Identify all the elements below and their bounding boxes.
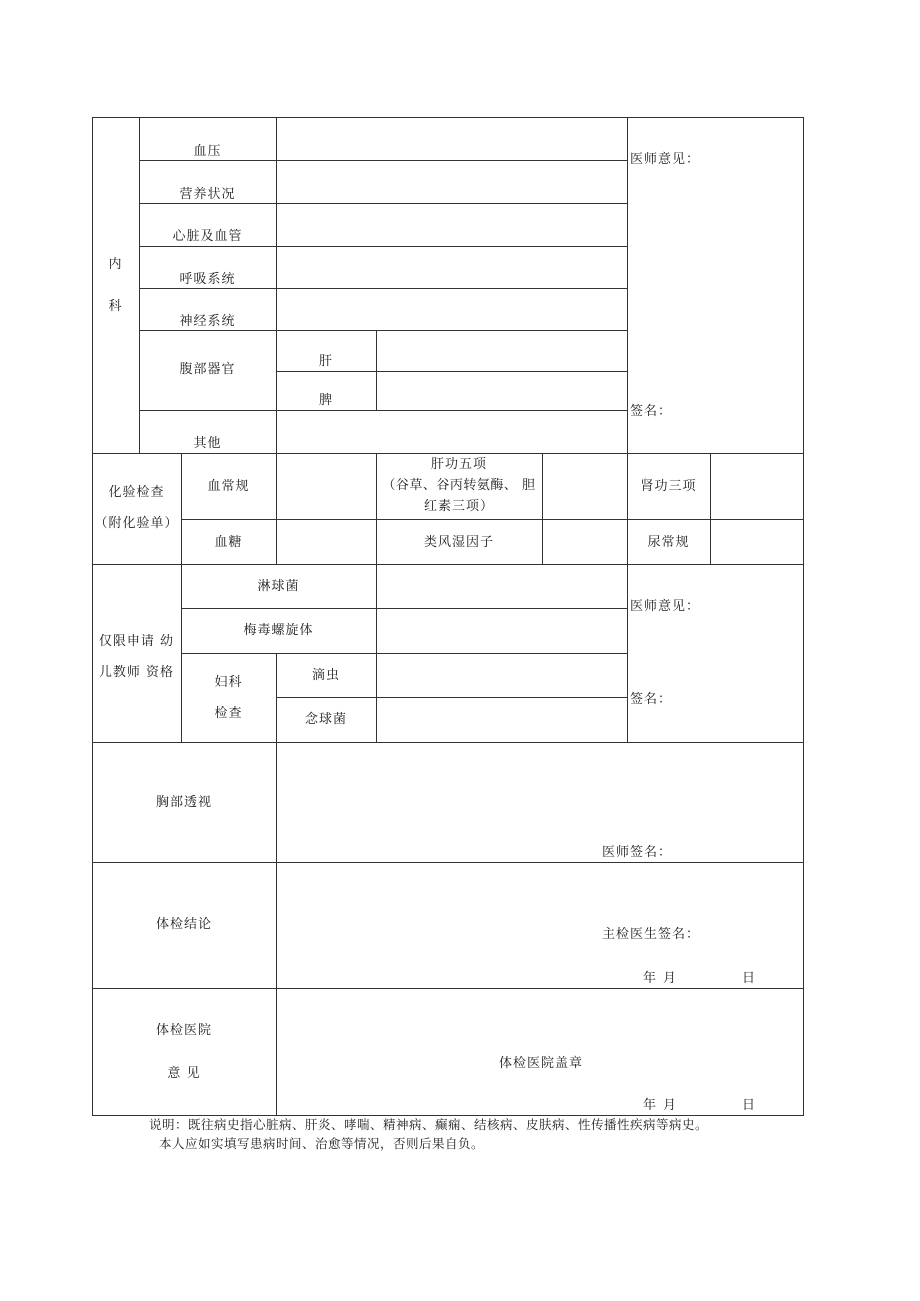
gyn-label-1: 妇科 xyxy=(214,675,243,690)
hospital-year: 年 xyxy=(643,1098,658,1113)
liver-label: 肝 xyxy=(318,354,333,369)
kindergarten-title-2: 儿教师 资格 xyxy=(98,665,175,680)
grid-line xyxy=(181,453,182,742)
nutrition-label: 营养状况 xyxy=(179,187,236,202)
grid-line xyxy=(181,653,627,654)
grid-line xyxy=(139,288,627,289)
heart-label: 心脏及血管 xyxy=(172,229,243,244)
grid-line xyxy=(276,371,627,372)
gonococcus-label: 淋球菌 xyxy=(257,579,300,594)
kindergarten-signature: 签名： xyxy=(630,692,673,707)
syphilis-label: 梅毒螺旋体 xyxy=(243,623,314,638)
liver-function-line2: （谷草、谷丙转氨酶、 胆 xyxy=(382,478,536,493)
nervous-label: 神经系统 xyxy=(179,314,236,329)
conclusion-label: 体检结论 xyxy=(155,917,212,932)
grid-line xyxy=(710,453,711,564)
rheumatoid-label: 类风湿因子 xyxy=(423,535,494,550)
internal-signature: 签名： xyxy=(630,404,673,419)
grid-line xyxy=(627,117,628,453)
urine-routine-label: 尿常规 xyxy=(647,535,690,550)
candida-label: 念球菌 xyxy=(304,712,347,727)
internal-doctor-opinion: 医师意见： xyxy=(630,152,701,167)
chest-xray-label: 胸部透视 xyxy=(155,795,212,810)
kindergarten-doctor-opinion: 医师意见： xyxy=(630,599,701,614)
grid-line xyxy=(139,160,627,161)
blood-pressure-label: 血压 xyxy=(193,144,222,159)
kindergarten-title-1: 仅限申请 幼 xyxy=(98,634,175,649)
grid-line xyxy=(181,608,627,609)
grid-line xyxy=(627,564,628,742)
hospital-label-1: 体检医院 xyxy=(155,1023,212,1038)
chief-doctor-signature: 主检医生签名： xyxy=(602,927,701,942)
grid-line xyxy=(139,246,627,247)
internal-medicine-label-2: 科 xyxy=(108,299,123,314)
hospital-day: 日 xyxy=(742,1098,757,1113)
hospital-month: 月 xyxy=(663,1098,678,1113)
kidney-function-label: 肾功三项 xyxy=(640,479,697,494)
grid-line xyxy=(92,564,804,565)
grid-line xyxy=(542,453,543,564)
grid-line xyxy=(276,742,277,1115)
grid-line xyxy=(139,203,627,204)
liver-function-line3: 红素三项） xyxy=(423,499,494,514)
blood-sugar-label: 血糖 xyxy=(214,535,243,550)
grid-line xyxy=(376,330,377,410)
liver-function-line1: 肝功五项 xyxy=(430,457,487,472)
hospital-label-2: 意 见 xyxy=(167,1066,201,1081)
internal-medicine-label-1: 内 xyxy=(108,257,123,272)
grid-line xyxy=(92,988,804,989)
abdominal-label: 腹部器官 xyxy=(179,362,236,377)
grid-line xyxy=(92,742,804,743)
grid-line xyxy=(92,862,804,863)
conclusion-day: 日 xyxy=(742,971,757,986)
footnote-line-1: 说明：既往病史指心脏病、肝炎、哮喘、精神病、癫痫、结核病、皮肤病、性传播性疾病等病史。 xyxy=(149,1117,709,1132)
conclusion-year: 年 xyxy=(643,971,658,986)
table-border-top xyxy=(92,117,804,118)
grid-line xyxy=(276,697,627,698)
grid-line xyxy=(92,453,804,454)
grid-line xyxy=(276,653,277,742)
grid-line xyxy=(139,410,627,411)
lab-title-1: 化验检查 xyxy=(108,485,165,500)
footnote-line-2: 本人应如实填写患病时间、治愈等情况，否则后果自负。 xyxy=(159,1136,485,1151)
table-border-right xyxy=(803,117,804,1116)
spleen-label: 脾 xyxy=(318,393,333,408)
lab-title-2: （附化验单） xyxy=(94,516,179,531)
chest-doctor-signature: 医师签名： xyxy=(602,845,673,860)
hospital-seal: 体检医院盖章 xyxy=(499,1056,584,1071)
gyn-label-2: 检查 xyxy=(214,706,243,721)
grid-line xyxy=(139,330,627,331)
grid-line xyxy=(276,453,277,564)
respiratory-label: 呼吸系统 xyxy=(179,272,236,287)
blood-routine-label: 血常规 xyxy=(207,479,250,494)
conclusion-month: 月 xyxy=(663,971,678,986)
trichomonas-label: 滴虫 xyxy=(311,668,340,683)
other-label: 其他 xyxy=(193,436,222,451)
grid-line xyxy=(376,564,377,742)
